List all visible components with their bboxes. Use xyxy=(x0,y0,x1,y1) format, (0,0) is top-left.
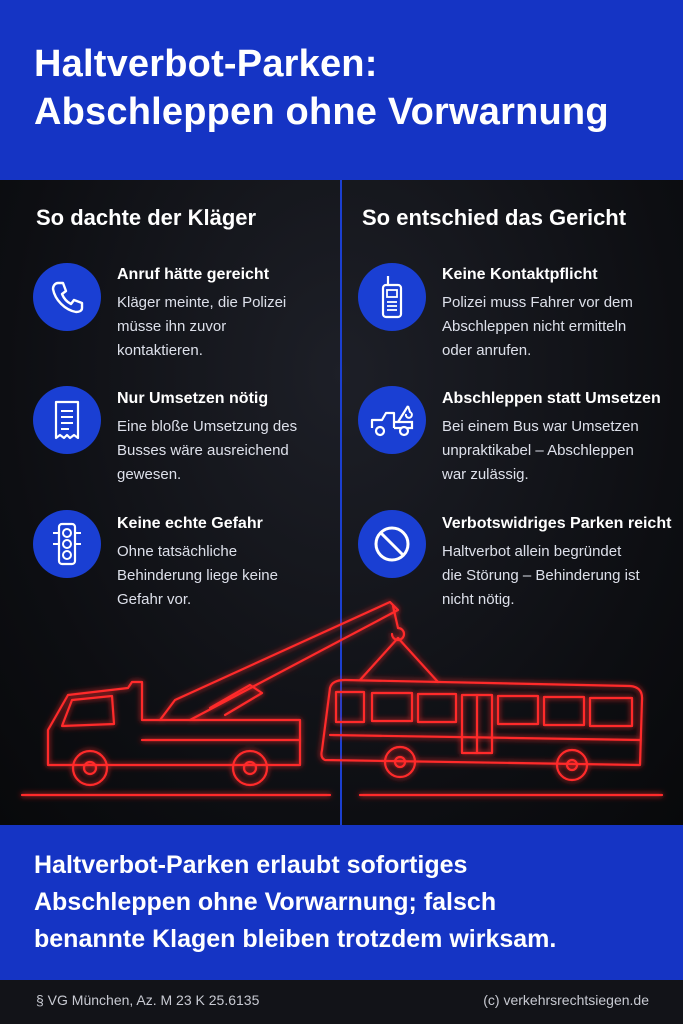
source-credit: (c) verkehrsrechtsiegen.de xyxy=(483,992,649,1008)
text-line: Busses wäre ausreichend xyxy=(117,442,289,459)
tow-chain xyxy=(360,638,398,680)
right-item-1-title: Keine Kontaktpflicht xyxy=(442,266,598,283)
radio-icon xyxy=(358,263,426,331)
traffic-light-icon xyxy=(33,510,101,578)
court-citation: § VG München, Az. M 23 K 25.6135 xyxy=(36,992,260,1008)
right-column-title: So entschied das Gericht xyxy=(362,205,627,230)
tow-truck-and-bus-illustration xyxy=(0,590,683,825)
page-title xyxy=(34,40,654,136)
tow-truck-icon xyxy=(48,602,404,785)
text-line: Kläger meinte, die Polizei xyxy=(117,294,287,311)
right-item-2-title: Abschleppen statt Umsetzen xyxy=(442,390,661,407)
conclusion-text xyxy=(34,847,654,958)
text-line: nicht nötig. xyxy=(442,591,515,608)
conclusion-line: Abschleppen ohne Vorwarnung; falsch xyxy=(34,888,497,916)
right-item-1-text xyxy=(442,291,657,363)
left-item-2-title: Nur Umsetzen nötig xyxy=(117,390,269,407)
conclusion-line: Haltverbot-Parken erlaubt sofortiges xyxy=(34,851,468,879)
text-line: müsse ihn zuvor xyxy=(117,318,227,335)
right-item-3-title: Verbotswidriges Parken reicht xyxy=(442,515,672,532)
phone-icon xyxy=(33,263,101,331)
text-line: Bei einem Bus war Umsetzen xyxy=(442,418,639,435)
title-line-2: Abschleppen ohne Vorwarnung xyxy=(34,91,609,133)
text-line: Abschleppen nicht ermitteln xyxy=(442,318,627,335)
header-banner xyxy=(0,0,683,180)
text-line: Polizei muss Fahrer vor dem xyxy=(442,294,633,311)
text-line: oder anrufen. xyxy=(442,342,532,359)
left-item-1-title: Anruf hätte gereicht xyxy=(117,266,270,283)
text-line: unpraktikabel – Abschleppen xyxy=(442,442,634,459)
text-line: Haltverbot allein begründet xyxy=(442,543,622,560)
title-line-1: Haltverbot-Parken: xyxy=(34,43,378,85)
left-item-2-text xyxy=(117,415,332,487)
tow-chain xyxy=(398,638,438,682)
left-item-1-text xyxy=(117,291,332,363)
left-column-title: So dachte der Kläger xyxy=(36,205,257,230)
text-line: kontaktieren. xyxy=(117,342,203,359)
prohibited-icon xyxy=(358,510,426,578)
text-line: die Störung – Behinderung ist xyxy=(442,567,640,584)
receipt-icon xyxy=(33,386,101,454)
tow-truck-icon xyxy=(358,386,426,454)
text-line: Gefahr vor. xyxy=(117,591,192,608)
left-item-3-title: Keine echte Gefahr xyxy=(117,515,263,532)
text-line: Ohne tatsächliche xyxy=(117,543,238,560)
text-line: war zulässig. xyxy=(442,466,529,483)
text-line: gewesen. xyxy=(117,466,182,483)
conclusion-line: benannte Klagen bleiben trotzdem wirksam. xyxy=(34,925,557,953)
text-line: Eine bloße Umsetzung des xyxy=(117,418,298,435)
text-line: Behinderung liege keine xyxy=(117,567,278,584)
conclusion-banner xyxy=(0,825,683,980)
right-item-2-text xyxy=(442,415,657,487)
bus-icon xyxy=(321,680,642,780)
